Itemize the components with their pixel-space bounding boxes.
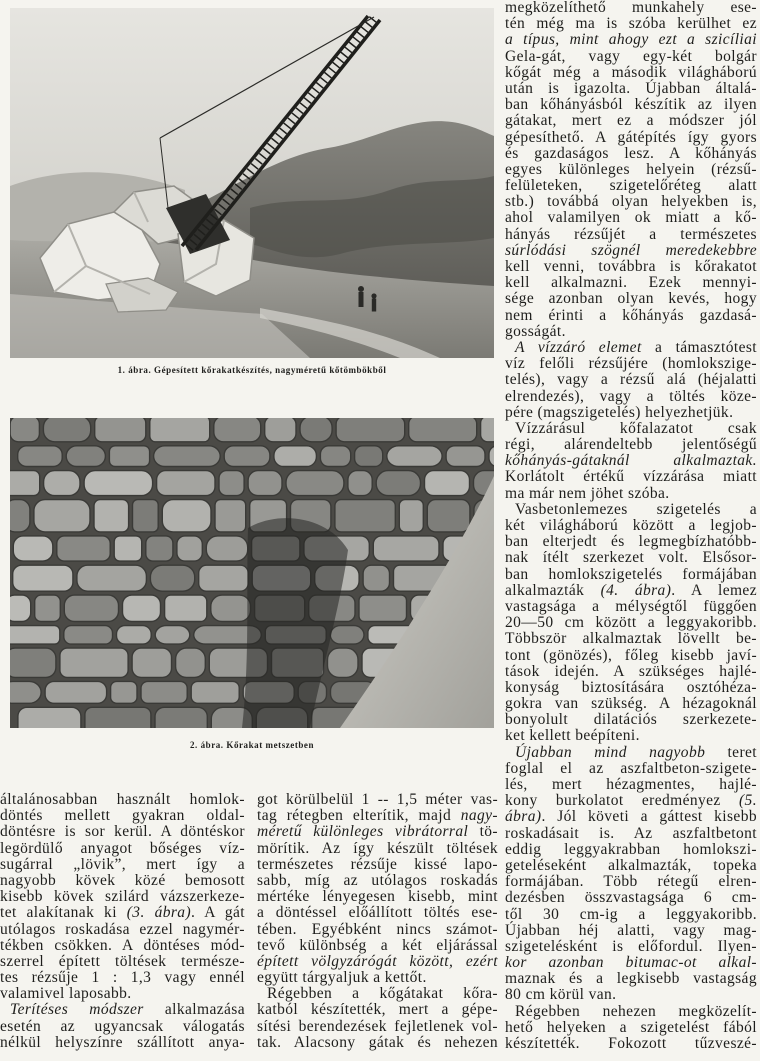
text-line: készítették. Fokozott tűzveszé- [505, 1035, 757, 1052]
text-line: ahol valamilyen ok miatt a kő- [505, 209, 757, 227]
text-line: sabb, míg az utólagos roskadás [257, 871, 498, 889]
text-line: kell alkalmazni. Ezek mennyi- [505, 274, 757, 292]
figure-2-photo [10, 418, 494, 728]
wall-stone [162, 500, 211, 532]
text-line: 20—50 cm között a leggyakoribb. [505, 614, 757, 632]
wall-stone [18, 446, 63, 467]
text-column-middle [257, 792, 498, 1051]
text-line: vastagsága a mélységtől függően [505, 597, 757, 615]
text-line: legördülő anyagot bőséges víz- [0, 839, 245, 857]
worker [358, 286, 364, 292]
text-line: telés), vagy a rézsű alá (héjalatti [505, 371, 757, 389]
text-line: dezésben összvastagsága 6 cm- [505, 889, 757, 907]
text-line: 80 cm körül van. [505, 986, 617, 1004]
text-line: tében. Egyébként nincs számot- [257, 920, 498, 938]
wall-stone [60, 648, 128, 677]
text-line: két világháború között a legjob- [505, 517, 757, 534]
text-line: nak ítélt szerkezet volt. Elsősor- [505, 549, 757, 567]
text-line: és gazdaságos lesz. A kőhányás [505, 144, 757, 162]
paragraph [505, 502, 757, 745]
wall-stone [320, 446, 350, 467]
wall-stone [355, 446, 383, 467]
text-line: ma már nem jöhet szóba. [505, 484, 670, 502]
text-line: got körülbelül 1 -- 1,5 méter vas- [257, 791, 498, 808]
wall-stone [191, 681, 239, 703]
text-line: sugárral „lövik”, mert így a [0, 855, 245, 873]
text-line [505, 745, 757, 761]
text-run: kony burkolatot eredményez [505, 792, 739, 810]
wall-stone [64, 626, 113, 645]
wall-stone [155, 626, 190, 645]
italic-text-run: a típus, mint ahogy ezt a szicíliai [505, 31, 757, 49]
text-line: Korlátolt értékű vízzárása miatt [505, 468, 757, 486]
wall-stone [66, 446, 105, 467]
text-line: Többször alkalmaztak lövellt be- [505, 630, 757, 648]
wall-stone [446, 446, 485, 467]
wall-stone [481, 418, 494, 442]
text-line: tont (gönözés), főleg kisebb javí- [505, 646, 757, 664]
wall-stone [155, 707, 207, 728]
italic-text-run: A vízzáró elemet [515, 338, 642, 356]
text-line: formájában. Több rétegű elren- [505, 873, 757, 891]
wall-stone [387, 446, 442, 467]
wall-stone [248, 471, 282, 496]
text-line: szerrel épített töltések természe- [0, 952, 245, 970]
text-line: pére (magszigetelés) helyezhetjük. [505, 403, 734, 421]
text-line: tak. Alacsony gátak és nehezen [257, 1033, 498, 1051]
text-line [257, 954, 498, 970]
wall-stone [57, 536, 110, 561]
text-line: től 30 cm-ig a leggyakoribb. [505, 905, 757, 923]
text-line: maznak és a legkisebb vastagság [505, 970, 757, 988]
wall-stone [206, 536, 247, 561]
text-line: gokra van szükség. A hézagoknál [505, 695, 757, 713]
text-line: eddig leggyakrabban homlokszi- [505, 840, 757, 858]
wall-stone [117, 626, 152, 645]
paragraph [257, 986, 498, 1051]
text-line: Újabban héj alatti, vagy mag- [505, 921, 757, 939]
wall-stone [109, 446, 149, 467]
wall-stone [265, 418, 296, 442]
wall-stone [123, 595, 161, 621]
wall-stone [215, 500, 246, 532]
italic-text-run: Újabban mind nagyobb [515, 743, 706, 761]
text-line: utólagos roskadása ezzel nagymér- [0, 920, 245, 938]
text-line: lés, mert hézagmentes, hajlé- [505, 776, 757, 793]
text-run: tet alakítanak ki [0, 904, 127, 922]
text-line: sítési berendezések fejletlenek vol- [257, 1017, 498, 1035]
italic-text-run: (3. ábra) [126, 904, 192, 922]
wall-stone [77, 565, 146, 591]
wall-stone [427, 500, 470, 532]
wall-stone [286, 471, 344, 496]
paragraph [505, 1004, 757, 1053]
paragraph [0, 1002, 245, 1051]
text-line: általánosabban használt homlok- [0, 791, 245, 808]
wall-stone [13, 536, 53, 561]
worker [359, 292, 364, 307]
wall-stone [177, 536, 202, 561]
text-line: kisebb kövek szilárd vázszerkeze- [0, 888, 245, 906]
text-run: teret [705, 743, 757, 761]
text-line: gátakat, mert ez a módszer jól [505, 112, 757, 130]
wall-stone [211, 595, 251, 621]
text-line: kell venni, továbbra is kőrakatot [505, 258, 757, 275]
text-line [505, 793, 757, 809]
wall-stone [328, 648, 359, 677]
text-run: . A lemez [671, 581, 757, 599]
text-line: tások idején. A szükséges hajlé- [505, 662, 757, 680]
wall-stone [13, 565, 73, 591]
italic-text-run: épített völgyzárógát között, ezért [257, 952, 498, 970]
wall-stone [44, 471, 80, 496]
wall-stone [64, 595, 118, 621]
text-line: Vízzárásul kőfalazatot csak [515, 419, 757, 437]
wall-stone [425, 471, 470, 496]
text-run: tö- [468, 823, 498, 841]
text-line: sége azonban olyan kevés, hogy [505, 290, 757, 308]
text-line: megközelíthető munkahely ese- [505, 0, 757, 16]
text-line: tén még ma is szóba kerülhet ez [505, 15, 757, 33]
paragraph [505, 421, 757, 502]
text-line: felületeken, szigetelőréteg alatt [505, 177, 757, 195]
text-run: . A gát [191, 904, 245, 922]
worker [371, 293, 376, 298]
text-column-left [0, 792, 245, 1051]
wall-stone [18, 707, 81, 728]
wall-stone [45, 681, 107, 703]
italic-text-run: méretű különleges vibrátorral [257, 823, 469, 841]
wall-stone [84, 471, 153, 496]
text-line: elrendezés), vagy a töltés köze- [505, 387, 757, 405]
text-line: ban kőhányásból készítik az ilyen [505, 96, 757, 114]
wall-stone [10, 500, 30, 532]
wall-stone [150, 565, 194, 591]
paragraph [0, 792, 245, 1002]
text-line [257, 824, 498, 840]
wall-stone [34, 500, 90, 532]
text-line: egyes különleges helyein (rézsű- [505, 160, 757, 178]
text-line [505, 243, 757, 259]
wall-stone [376, 471, 420, 496]
text-line: foglal el az aszfaltbeton-szigete- [505, 759, 757, 777]
worker [372, 299, 376, 312]
text-line: nélkül helyszínre szállított anya- [0, 1033, 245, 1051]
text-line: Régebben nehezen megközelít- [515, 1002, 757, 1020]
wall-stone [219, 471, 244, 496]
text-run: alkalmazása [143, 1001, 246, 1019]
wall-stone [199, 565, 249, 591]
text-line: tékben csökken. A döntéses mód- [0, 936, 245, 954]
wall-stone [176, 648, 206, 677]
text-line: régi, alárendeltebb jelentőségű [505, 436, 757, 454]
wall-stone [85, 707, 151, 728]
figure-1-caption: 1. ábra. Gépesített kőrakatkészítés, nagyméretű kőtömbökből [117, 365, 387, 375]
wall-stone [399, 500, 423, 532]
text-line: kőgát még a második világháború [505, 63, 757, 81]
text-line: geteléseként alkalmazták, topeka [505, 856, 757, 874]
paragraph [505, 340, 757, 421]
wall-stone [154, 446, 221, 467]
text-run: a támasztótest [641, 338, 757, 356]
wall-stone [10, 626, 60, 645]
text-line: ban homlokszigetelés formájában [505, 565, 757, 583]
text-line: ban elterjedt és legmegbízhatóbb- [505, 533, 757, 551]
italic-text-run: kőhányás-gátaknál alkalmaztak. [505, 452, 757, 470]
wall-stone [114, 536, 142, 561]
text-line: konyság biztosítására osztóhéza- [505, 678, 757, 696]
text-line: után is igazolta. Újabban általá- [505, 79, 757, 97]
text-line: gosságát. [505, 322, 566, 340]
paragraph [505, 0, 757, 340]
text-line: együtt tárgyaljuk a kettőt. [257, 969, 427, 987]
text-line: hető helyeken a szigetelést fából [505, 1018, 757, 1036]
wall-stone [133, 500, 159, 532]
text-line [505, 453, 757, 469]
text-line: hányás rézsűjét a természetes [505, 225, 757, 243]
wall-stone [10, 595, 31, 621]
wall-stone [35, 595, 61, 621]
wall-stone [330, 626, 364, 645]
paragraph [257, 792, 498, 986]
wall-stone [132, 648, 171, 677]
text-line: tes rézsűje 1 : 1,3 vagy ennél [0, 969, 245, 987]
wall-stone [165, 595, 207, 621]
text-line: természetes rézsűje kissé lapo- [257, 855, 498, 873]
text-column-right [505, 0, 757, 1052]
text-line: bonyolult dilatációs szerkezete- [505, 711, 757, 729]
wall-stone [359, 595, 407, 621]
text-line [505, 809, 757, 825]
text-line: Vasbetonlemezes szigetelés a [515, 500, 757, 518]
text-line: gépesíthető. A gátépítés így gyors [505, 128, 757, 146]
text-line: roskadásait is. Az aszfaltbetont [505, 824, 757, 842]
wall-stone [10, 681, 41, 703]
text-line: ket kellett beépíteni. [505, 727, 640, 745]
text-line: stb.) továbbá olyan helyekben is, [505, 193, 757, 211]
italic-text-run: Terítéses módszer [10, 1001, 144, 1019]
text-run: alkalmazták [505, 581, 601, 599]
italic-text-run: nagy- [460, 807, 498, 825]
text-line: a döntéssel előállított töltés ese- [257, 904, 498, 922]
wall-stone [94, 500, 129, 532]
wall-stone [43, 418, 90, 442]
figure-2-caption: 2. ábra. Kőrakat metszetben [189, 740, 315, 750]
text-line: nagyobb kövek közé bemosott [0, 871, 245, 889]
text-line [0, 1002, 245, 1018]
wall-stone [95, 418, 146, 442]
wall-stone [111, 681, 137, 703]
wall-stone [348, 471, 372, 496]
wall-stone [300, 418, 332, 442]
text-line: mértéke lényegesen kisebb, mint [257, 888, 498, 906]
text-line: tevő különbség a két eljárással [257, 936, 498, 954]
wall-stone [10, 648, 56, 677]
text-line [257, 808, 498, 824]
text-line: döntésre is sor kerül. A döntéskor [0, 823, 245, 841]
wall-stone [10, 418, 39, 442]
text-line [505, 340, 757, 356]
wall-stone [150, 418, 210, 442]
wall-stone [224, 446, 270, 467]
wall-stone [373, 536, 439, 561]
wall-stone [214, 418, 261, 442]
figure-1-photo [10, 8, 494, 358]
paragraph [505, 745, 757, 1004]
italic-text-run: (5. [739, 792, 757, 810]
text-line: döntés mellett gyakran oldal- [0, 807, 245, 825]
wall-stone [409, 418, 477, 442]
wall-stone [274, 446, 317, 467]
wall-stone [141, 681, 187, 703]
wall-stone [10, 471, 40, 496]
text-line: mörítik. Az így készült töltések [257, 839, 498, 857]
text-line: valamivel laposabb. [0, 985, 132, 1003]
text-run: tag rétegben elterítik, majd [257, 807, 461, 825]
text-line [0, 905, 245, 921]
wall-stone [157, 471, 215, 496]
text-line: szigetelésként is előfordul. Ilyen- [505, 937, 757, 955]
text-line [505, 583, 757, 599]
text-run: . Jól követi a gáttest kisebb [541, 808, 757, 826]
text-line: esetén az ugyancsak válogatás [0, 1017, 245, 1035]
wall-stone [363, 565, 389, 591]
wall-stone [146, 536, 173, 561]
wall-stone [336, 418, 405, 442]
text-line: Régebben a kőgátakat kőra- [267, 985, 498, 1003]
wall-stone [335, 500, 395, 532]
text-line: víz felőli rézsűjére (homlokszige- [505, 355, 757, 373]
italic-text-run: (4. ábra) [600, 581, 672, 599]
text-line: nem érinti a kőhányás gazdasá- [505, 306, 757, 324]
text-line: katból készítették, mert a gépe- [257, 1001, 498, 1019]
italic-text-run: ábra) [505, 808, 542, 826]
italic-text-run: súrlódási szögnél meredekebbre [505, 241, 757, 259]
text-line [505, 955, 757, 971]
text-line: Gela-gát, vagy egy-két bolgár [505, 47, 757, 65]
text-line [505, 32, 757, 48]
italic-text-run: kor azonban bitumac-ot alkal- [505, 954, 757, 972]
